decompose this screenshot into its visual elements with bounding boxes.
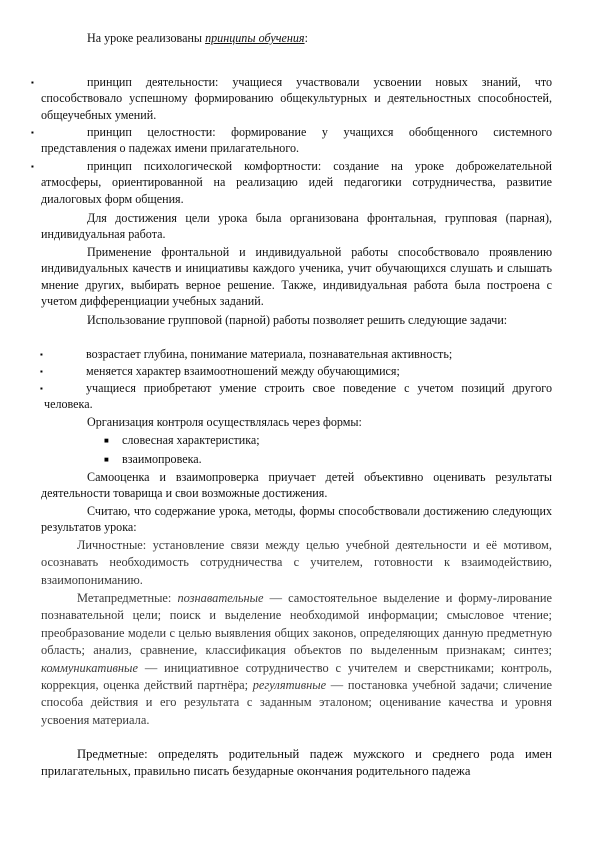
task-behavior: учащиеся приобретают умение строить свое поведение с учетом позиций другого человека. [44,381,552,412]
paragraph-subject-results: Предметные: определять родительный падеж мужского и среднего рода имен прилагательных, правильно писать безударные окончания родительного падежа [41,747,552,778]
bullet-icon: ▪ [40,367,43,376]
paragraph-work-forms: Для достижения цели урока была организована фронтальная, групповая (парная), индивидуальная работа. [41,211,552,242]
meta-cognitive-term: познавательные [177,591,264,605]
intro-colon: : [304,31,308,45]
principle-integrity: принцип целостности: формирование у учащихся обобщенного системного представления о падежах имени прилагательного. [41,125,552,156]
paragraph-group-work: Использование групповой (парной) работы позволяет решить следующие задачи: [87,313,508,327]
paragraph-metasubject-results [41,590,552,729]
paragraph-control: Организация контроля осуществлялась через формы: [87,415,362,429]
control-form-verbal: словесная характеристика; [122,433,260,447]
bullet-icon: ■ [104,436,109,445]
bullet-icon: ▪ [31,162,34,171]
principle-comfort: принцип психологической комфортности: создание на уроке доброжелательной атмосферы, ориентированной на реализацию идей педагогики сотрудничества, развитие диалоговых форм общения. [41,159,552,206]
meta-cognitive-text: — самостоятельное выделение и форму-лирование познавательной цели; поиск и выделение необходимой информации; смысловое чтение; преобразование модели с целью выявления общих законов, определяющих данную предметную область; анализ, сравнение, классификация объектов по выделенным признакам; синтез; [41,591,552,658]
intro-lead: На уроке реализованы [87,31,206,45]
paragraph-frontal-work: Применение фронтальной и индивидуальной работы способствовало проявлению индивидуальных качеств и инициативы каждого ученика, учит обучающихся слушать и слышать мнение других, выбирать верное решение. Также, индивидуальная работа была построена с учетом дифференциации учебных заданий. [41,245,552,309]
meta-communicative-term: коммуникативные [41,660,138,675]
bullet-icon: ▪ [31,78,34,87]
control-form-peer: взаимопровека. [122,452,202,466]
task-relations: меняется характер взаимоотношений между обучающимися; [86,364,400,378]
meta-communicative-text: — инициативное сотрудничество с учителем и сверстниками; контроль, коррекция, оценка действий партнёра; [41,660,552,693]
paragraph-self-check: Самооценка и взаимопроверка приучает детей объективно оценивать результаты деятельности товарища и свои возможные достижения. [41,470,552,501]
bullet-icon: ▪ [40,350,43,359]
paragraph-results: Считаю, что содержание урока, методы, формы способствовали достижению следующих результатов урока: [41,504,552,535]
bullet-icon: ■ [104,455,109,464]
principle-activity: принцип деятельности: учащиеся участвовали усвоении новых знаний, что способствовало успешному формированию общекультурных и деятельностных способностей, общеучебных умений. [41,75,552,122]
paragraph-personal-results: Личностные: установление связи между целью учебной деятельности и её мотивом, осознавать необходимость сотрудничества с учителем, готовности к взаимодействию, взаимопониманию. [41,538,552,587]
intro-paragraph [41,30,552,46]
task-depth: возрастает глубина, понимание материала, познавательная активность; [86,347,453,361]
bullet-icon: ▪ [40,384,43,393]
principles-term: принципы обучения [205,31,305,45]
bullet-icon: ▪ [31,128,34,137]
meta-regulative-text: — постановка учебной задачи; сличение способа действия и его результата с заданным эталоном; оценивание качества и уровня усвоения материала. [41,678,552,727]
meta-label: Метапредметные: [77,591,178,605]
meta-regulative-term: регулятивные [252,678,327,693]
